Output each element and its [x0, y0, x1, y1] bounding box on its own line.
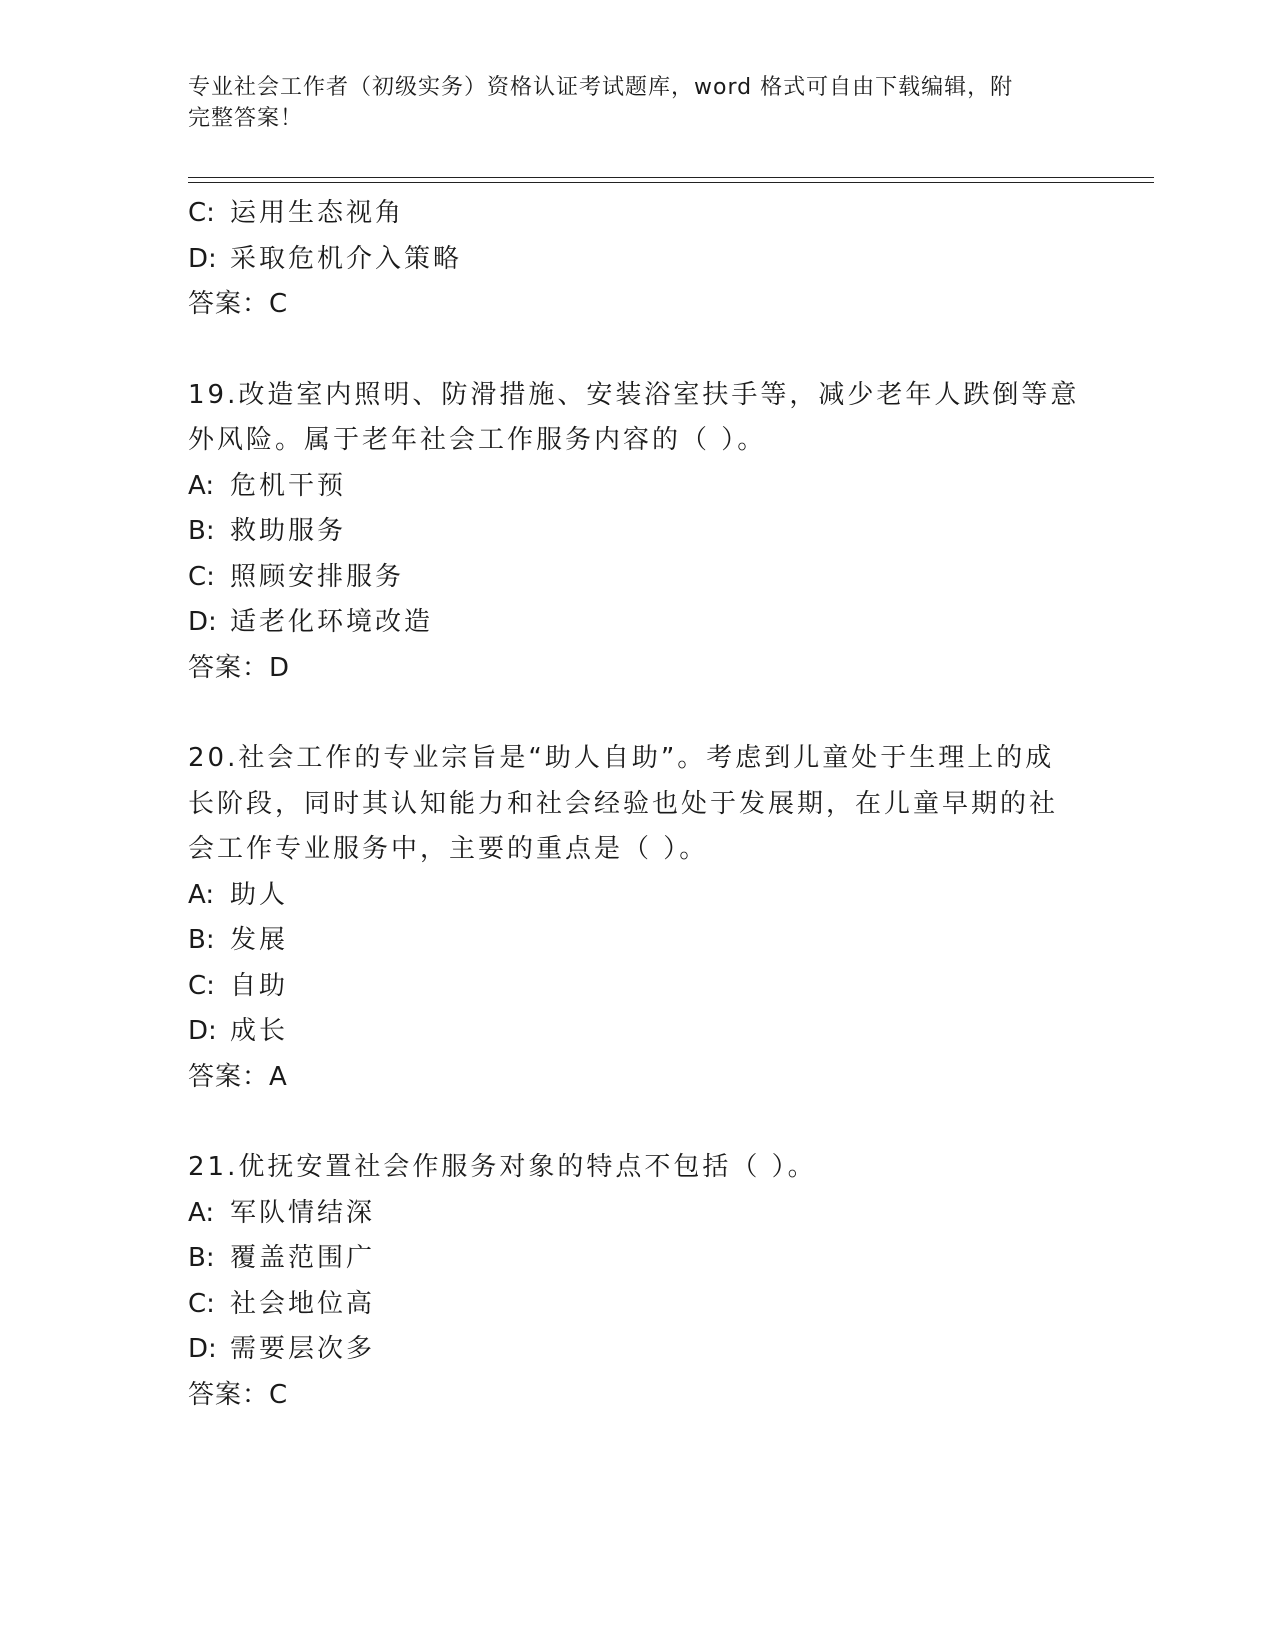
- option-letter: A:: [188, 470, 215, 501]
- spacer: [188, 1100, 1088, 1145]
- option-d: [188, 600, 1088, 646]
- option-text: 助人: [230, 879, 289, 910]
- option-d: [188, 1327, 1088, 1373]
- option-letter: C:: [188, 970, 215, 1001]
- option-b: [188, 918, 1088, 964]
- option-letter: A:: [188, 1197, 215, 1228]
- option-a: [188, 1191, 1088, 1237]
- option-letter: C:: [188, 561, 215, 592]
- option-letter: D:: [188, 243, 217, 274]
- page-header: [188, 72, 1068, 134]
- option-c: [188, 1282, 1088, 1328]
- header-line-2: 完整答案！: [188, 106, 304, 131]
- stem-line: 19.改造室内照明、防滑措施、安装浴室扶手等，减少老年人跌倒等意: [188, 379, 1080, 410]
- stem-line: 长阶段，同时其认知能力和社会经验也处于发展期，在儿童早期的社: [188, 788, 1059, 819]
- question-20: [188, 736, 1088, 1100]
- question-stem: [188, 736, 1088, 873]
- option-b: [188, 509, 1088, 555]
- question-stem: [188, 1145, 1088, 1191]
- option-text: 需要层次多: [230, 1334, 376, 1364]
- option-text: 自助: [230, 970, 289, 1001]
- option-text: 社会地位高: [230, 1288, 376, 1319]
- option-letter: A:: [188, 879, 215, 910]
- question-stem: [188, 373, 1088, 464]
- option-a: [188, 873, 1088, 919]
- option-text: 发展: [230, 925, 289, 955]
- option-text: 覆盖范围广: [230, 1243, 376, 1273]
- question-21: [188, 1145, 1088, 1418]
- option-letter: C:: [188, 1288, 215, 1319]
- prev-question: [188, 191, 1088, 328]
- option-text: 危机干预: [230, 470, 347, 501]
- option-text: 适老化环境改造: [230, 607, 434, 637]
- header-divider: [188, 177, 1154, 183]
- stem-line: 外风险。属于老年社会工作服务内容的（ ）。: [188, 425, 767, 455]
- question-list: [188, 191, 1088, 1418]
- option-text: 照顾安排服务: [230, 561, 405, 592]
- spacer: [188, 691, 1088, 736]
- option-d: [188, 1009, 1088, 1055]
- answer-line: 答案：D: [188, 652, 291, 683]
- option-letter: D:: [188, 1334, 217, 1364]
- option-text: 成长: [230, 1016, 289, 1046]
- stem-line: 会工作专业服务中，主要的重点是（ ）。: [188, 834, 709, 864]
- option-letter: B:: [188, 1243, 215, 1273]
- option-text: 采取危机介入策略: [230, 243, 463, 274]
- option-letter: D:: [188, 607, 217, 637]
- question-19: [188, 373, 1088, 692]
- spacer: [188, 328, 1088, 373]
- option-text: 运用生态视角: [230, 198, 405, 228]
- option-d: [188, 237, 1088, 283]
- option-letter: B:: [188, 925, 215, 955]
- answer-line: 答案：C: [188, 1379, 289, 1410]
- header-line-1: 专业社会工作者（初级实务）资格认证考试题库，word 格式可自由下载编辑，附: [188, 75, 1014, 100]
- option-c: [188, 964, 1088, 1010]
- option-text: 军队情结深: [230, 1197, 376, 1228]
- stem-line: 20.社会工作的专业宗旨是“助人自助”。考虑到儿童处于生理上的成: [188, 743, 1055, 773]
- option-text: 救助服务: [230, 516, 347, 546]
- option-b: [188, 1236, 1088, 1282]
- option-letter: C:: [188, 198, 215, 228]
- option-letter: D:: [188, 1016, 217, 1046]
- answer-line: 答案：A: [188, 1061, 288, 1092]
- stem-line: 21.优抚安置社会作服务对象的特点不包括（ ）。: [188, 1152, 817, 1182]
- option-c: [188, 191, 1088, 237]
- option-c: [188, 555, 1088, 601]
- answer-line: 答案：C: [188, 289, 289, 319]
- option-a: [188, 464, 1088, 510]
- option-letter: B:: [188, 516, 215, 546]
